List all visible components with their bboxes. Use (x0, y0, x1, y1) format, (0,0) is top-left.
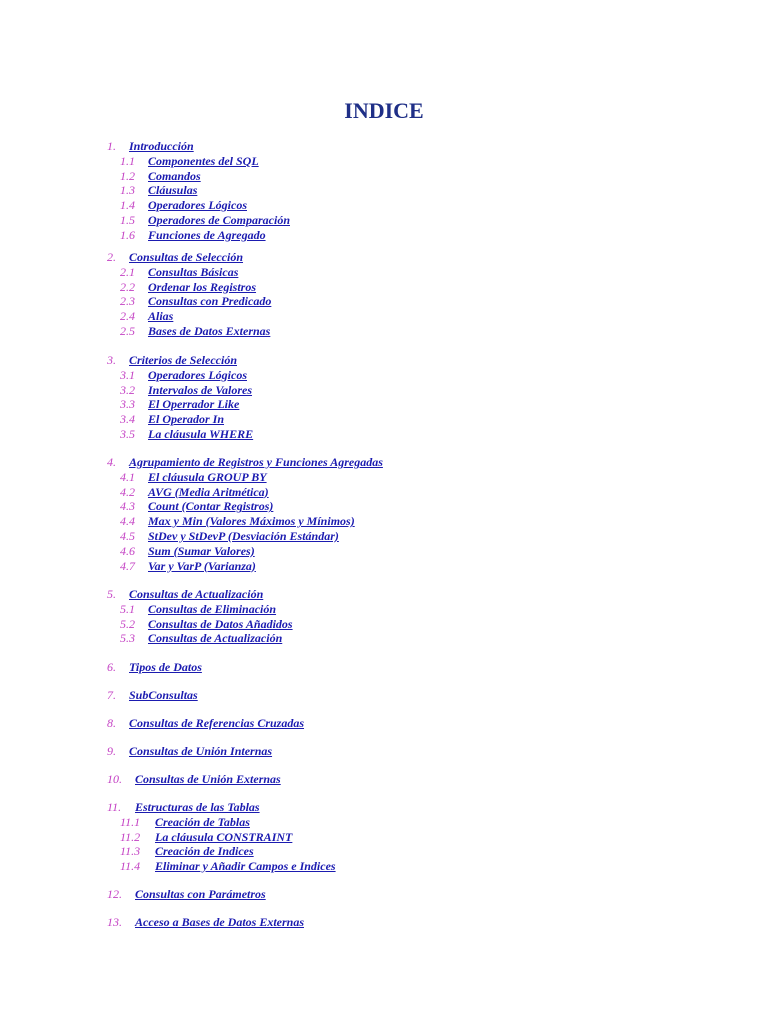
toc-subsection (0, 213, 768, 228)
toc-subsection-number: 11.2 (120, 829, 141, 844)
toc-subsection (0, 397, 768, 412)
toc-subsection-number: 3.3 (120, 397, 135, 412)
toc-subsection-link[interactable]: Consultas de Eliminación (148, 601, 277, 616)
toc-subsection (0, 844, 768, 859)
toc-subsection-number: 1.5 (120, 213, 135, 227)
toc-subsection-number: 3.1 (120, 367, 135, 382)
toc-subsection-number: 5.1 (120, 601, 135, 616)
toc-subsection (0, 427, 768, 442)
toc-subsection-link[interactable]: AVG (Media Aritmética) (148, 484, 269, 499)
toc-subsection-link[interactable]: Creación de Tablas (155, 814, 250, 829)
toc-subsection-number: 2.3 (120, 294, 135, 309)
toc-section (0, 455, 768, 470)
toc-section (0, 915, 768, 930)
toc-subsection-link[interactable]: El Operrador Like (148, 397, 240, 412)
toc-subsection-link[interactable]: Operadores de Comparación (148, 213, 290, 227)
toc-section-number: 1. (107, 139, 116, 153)
toc-subsection-number: 2.5 (120, 324, 135, 338)
toc-section-link[interactable]: Consultas de Selección (129, 250, 244, 264)
toc-subsection (0, 815, 768, 830)
toc-subsection-number: 3.4 (120, 412, 135, 427)
toc-subsection (0, 198, 768, 213)
toc-section-number: 11. (107, 800, 122, 814)
toc-subsection-number: 1.1 (120, 153, 135, 168)
toc-section-link[interactable]: Consultas de Actualización (129, 587, 264, 601)
toc-subsection-link[interactable]: Max y Min (Valores Máximos y Mínimos) (148, 514, 355, 529)
toc-subsection-link[interactable]: El Operador In (148, 412, 225, 427)
toc-subsection-number: 2.1 (120, 264, 135, 279)
toc-section-number: 2. (107, 250, 116, 264)
toc-subsection-number: 1.6 (120, 227, 135, 242)
toc-section (0, 660, 768, 675)
toc-section (0, 744, 768, 759)
toc-subsection (0, 368, 768, 383)
toc-section-number: 4. (107, 455, 116, 469)
toc-section-link[interactable]: Consultas de Referencias Cruzadas (129, 716, 305, 730)
toc-subsection (0, 412, 768, 427)
toc-subsection-link[interactable]: Funciones de Agregado (148, 227, 266, 242)
toc-subsection (0, 383, 768, 398)
toc-subsection-number: 4.2 (120, 484, 135, 499)
toc-subsection-number: 1.4 (120, 198, 135, 213)
toc-subsection-number: 4.5 (120, 529, 135, 543)
toc-section-number: 10. (107, 772, 122, 786)
toc-subsection-number: 11.3 (120, 844, 141, 859)
toc-subsection (0, 544, 768, 559)
toc-subsection (0, 499, 768, 514)
toc-subsection (0, 602, 768, 617)
toc-section (0, 716, 768, 731)
toc-subsection-link[interactable]: Creación de Indices (155, 844, 254, 859)
toc-section-number: 7. (107, 688, 116, 702)
toc-subsection-number: 11.4 (120, 859, 141, 874)
toc-section (0, 800, 768, 815)
toc-section-link[interactable]: Agrupamiento de Registros y Funciones Agregadas (129, 455, 383, 469)
toc-section-link[interactable]: Consultas de Unión Internas (129, 744, 273, 758)
toc-section-number: 6. (107, 660, 116, 674)
toc-subsection (0, 280, 768, 295)
toc-subsection-link[interactable]: Cláusulas (148, 183, 198, 198)
toc-subsection-link[interactable]: Componentes del SQL (148, 153, 259, 168)
toc-subsection-link[interactable]: Bases de Datos Externas (148, 324, 271, 338)
toc-subsection (0, 154, 768, 169)
toc-subsection (0, 485, 768, 500)
toc-subsection-link[interactable]: Alias (148, 309, 174, 324)
toc-section-number: 9. (107, 744, 116, 758)
toc-subsection-link[interactable]: Operadores Lógicos (148, 198, 247, 213)
toc-subsection-number: 1.3 (120, 183, 135, 198)
toc-subsection (0, 294, 768, 309)
toc-subsection-link[interactable]: Consultas con Predicado (148, 294, 272, 309)
toc-subsection-link[interactable]: La cláusula WHERE (148, 427, 254, 441)
toc-subsection-link[interactable]: Var y VarP (Varianza) (148, 558, 256, 573)
toc-subsection-number: 5.3 (120, 631, 135, 646)
toc-subsection (0, 309, 768, 324)
toc-section-link[interactable]: Introducción (129, 139, 194, 153)
toc-subsection-link[interactable]: Sum (Sumar Valores) (148, 543, 255, 558)
toc-section-link[interactable]: Consultas de Unión Externas (135, 772, 281, 786)
toc-section-link[interactable]: SubConsultas (129, 688, 198, 702)
toc-subsection-link[interactable]: Comandos (148, 168, 201, 183)
toc-section (0, 587, 768, 602)
toc-section-link[interactable]: Acceso a Bases de Datos Externas (135, 915, 304, 929)
toc-subsection (0, 228, 768, 243)
toc-subsection-number: 4.6 (120, 543, 135, 558)
toc-section-number: 8. (107, 716, 116, 730)
toc-subsection-number: 4.4 (120, 514, 135, 529)
toc-subsection-link[interactable]: StDev y StDevP (Desviación Estándar) (148, 529, 339, 543)
toc-section-number: 5. (107, 587, 116, 601)
toc-subsection-link[interactable]: Eliminar y Añadir Campos e Indices (155, 859, 336, 874)
toc-subsection (0, 559, 768, 574)
toc-subsection-link[interactable]: Intervalos de Valores (148, 382, 253, 397)
page-title: INDICE (344, 98, 424, 123)
toc-subsection-number: 2.4 (120, 309, 135, 324)
toc-subsection-number: 4.7 (120, 558, 135, 573)
toc-section-number: 13. (107, 915, 122, 929)
toc-subsection-link[interactable]: La cláusula CONSTRAINT (155, 829, 293, 844)
toc-subsection-number: 5.2 (120, 616, 135, 631)
toc-subsection-link[interactable]: Count (Contar Registros) (148, 499, 274, 514)
toc-section (0, 353, 768, 368)
toc-subsection-link[interactable]: Ordenar los Registros (148, 279, 257, 294)
toc-subsection (0, 324, 768, 339)
toc-subsection (0, 631, 768, 646)
toc-section-link[interactable]: Estructuras de las Tablas (135, 800, 260, 814)
toc-subsection (0, 265, 768, 280)
toc-subsection-link[interactable]: El cláusula GROUP BY (148, 469, 267, 484)
toc-subsection-link[interactable]: Consultas de Actualización (148, 631, 283, 646)
toc-subsection-number: 3.2 (120, 382, 135, 397)
toc-subsection (0, 529, 768, 544)
toc-section (0, 688, 768, 703)
toc-subsection-link[interactable]: Consultas de Datos Añadidos (148, 616, 293, 631)
toc-section (0, 250, 768, 265)
toc-section-number: 12. (107, 887, 122, 901)
toc-subsection (0, 617, 768, 632)
toc-subsection-number: 3.5 (120, 427, 135, 441)
toc-section-link[interactable]: Consultas con Parámetros (135, 887, 266, 901)
toc-section (0, 887, 768, 902)
toc-subsection (0, 470, 768, 485)
toc-subsection (0, 169, 768, 184)
toc-section-number: 3. (107, 353, 116, 367)
toc-subsection-number: 1.2 (120, 168, 135, 183)
toc-section-link[interactable]: Criterios de Selección (129, 353, 237, 367)
toc-subsection (0, 859, 768, 874)
toc-subsection (0, 183, 768, 198)
toc-section-link[interactable]: Tipos de Datos (129, 660, 202, 674)
toc-section (0, 139, 768, 154)
toc-section (0, 772, 768, 787)
toc-subsection (0, 830, 768, 845)
toc-subsection-number: 4.1 (120, 469, 135, 484)
toc-subsection-number: 2.2 (120, 279, 135, 294)
toc-subsection-number: 11.1 (120, 814, 141, 829)
toc-subsection (0, 514, 768, 529)
toc-subsection-number: 4.3 (120, 499, 135, 514)
toc-subsection-link[interactable]: Consultas Básicas (148, 264, 239, 279)
toc-subsection-link[interactable]: Operadores Lógicos (148, 367, 247, 382)
